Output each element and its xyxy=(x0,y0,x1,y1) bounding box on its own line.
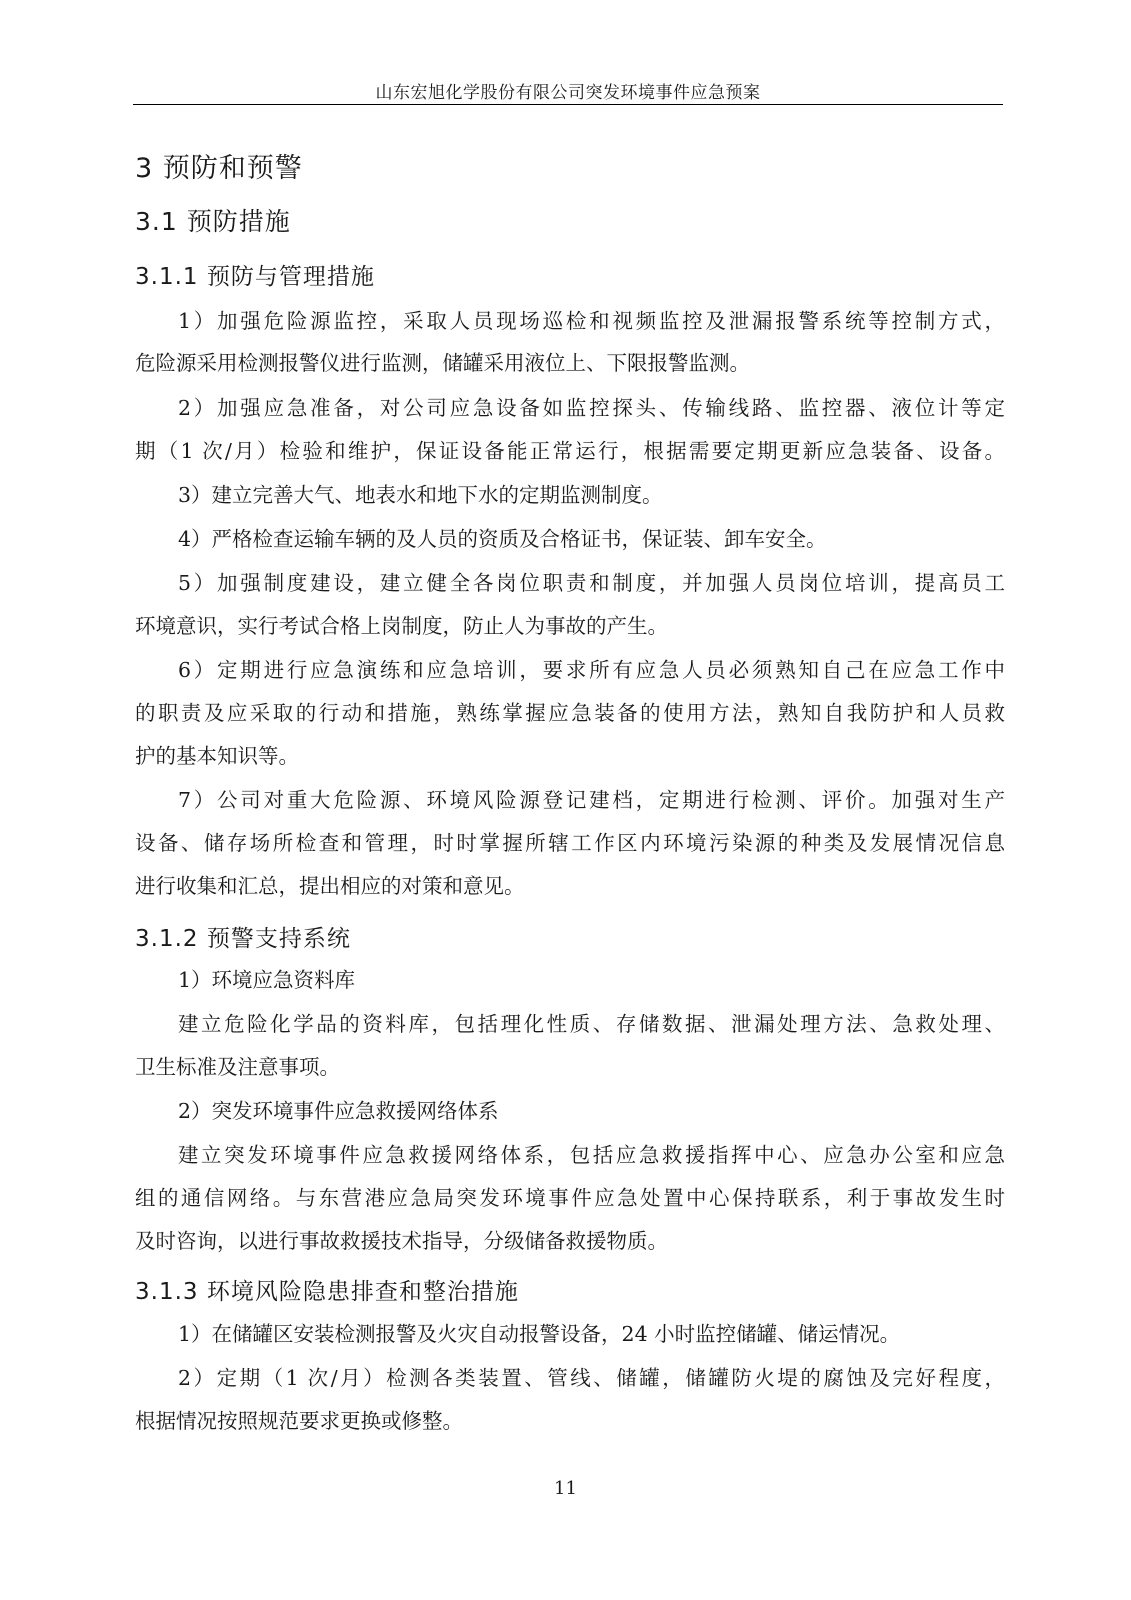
paragraph-line: 环境意识，实行考试合格上岗制度，防止人为事故的产生。 xyxy=(135,614,668,638)
paragraph-line: 根据情况按照规范要求更换或修整。 xyxy=(135,1409,463,1433)
paragraph-line: 1）在储罐区安装检测报警及火灾自动报警设备，24 小时监控储罐、储运情况。 xyxy=(178,1322,901,1346)
paragraph-line: 7）公司对重大危险源、环境风险源登记建档，定期进行检测、评价。加强对生产 xyxy=(178,788,1005,812)
paragraph-line: 6）定期进行应急演练和应急培训，要求所有应急人员必须熟知自己在应急工作中 xyxy=(178,658,1005,682)
paragraph-line: 5）加强制度建设，建立健全各岗位职责和制度，并加强人员岗位培训，提高员工 xyxy=(178,571,1005,595)
list-item-title: 1）环境应急资料库 xyxy=(178,968,356,992)
paragraph-line: 4）严格检查运输车辆的及人员的资质及合格证书，保证装、卸车安全。 xyxy=(178,527,827,551)
subsection-heading-3-1-2: 3.1.2 预警支持系统 xyxy=(135,926,351,952)
paragraph-line: 建立危险化学品的资料库，包括理化性质、存储数据、泄漏处理方法、急救处理、 xyxy=(178,1012,1005,1036)
paragraph-line: 卫生标准及注意事项。 xyxy=(135,1055,340,1079)
paragraph-line: 设备、储存场所检查和管理，时时掌握所辖工作区内环境污染源的种类及发展情况信息 xyxy=(135,831,1005,855)
paragraph-line: 2）加强应急准备，对公司应急设备如监控探头、传输线路、监控器、液位计等定 xyxy=(178,396,1005,420)
paragraph-line: 1）加强危险源监控，采取人员现场巡检和视频监控及泄漏报警系统等控制方式， xyxy=(178,309,1005,333)
paragraph-line: 的职责及应采取的行动和措施，熟练掌握应急装备的使用方法，熟知自我防护和人员救 xyxy=(135,701,1005,725)
paragraph-line: 3）建立完善大气、地表水和地下水的定期监测制度。 xyxy=(178,483,663,507)
subsection-heading-3-1-1: 3.1.1 预防与管理措施 xyxy=(135,264,375,290)
paragraph-line: 组的通信网络。与东营港应急局突发环境事件应急处置中心保持联系，利于事故发生时 xyxy=(135,1186,1005,1210)
paragraph-line: 2）定期（1 次/月）检测各类装置、管线、储罐，储罐防火堤的腐蚀及完好程度， xyxy=(178,1366,1005,1390)
paragraph-line: 进行收集和汇总，提出相应的对策和意见。 xyxy=(135,874,525,898)
paragraph-line: 及时咨询，以进行事故救援技术指导，分级储备救援物质。 xyxy=(135,1229,668,1253)
paragraph-line: 危险源采用检测报警仪进行监测，储罐采用液位上、下限报警监测。 xyxy=(135,351,750,375)
section-heading: 3.1 预防措施 xyxy=(135,207,291,236)
paragraph-line: 期（1 次/月）检验和维护，保证设备能正常运行，根据需要定期更新应急装备、设备。 xyxy=(135,439,1005,463)
header-divider xyxy=(133,104,1003,105)
list-item-title: 2）突发环境事件应急救援网络体系 xyxy=(178,1099,499,1123)
subsection-heading-3-1-3: 3.1.3 环境风险隐患排查和整治措施 xyxy=(135,1279,519,1305)
chapter-heading: 3 预防和预警 xyxy=(135,153,303,184)
page-header-title: 山东宏旭化学股份有限公司突发环境事件应急预案 xyxy=(375,83,761,103)
paragraph-line: 建立突发环境事件应急救援网络体系，包括应急救援指挥中心、应急办公室和应急 xyxy=(178,1143,1005,1167)
paragraph-line: 护的基本知识等。 xyxy=(135,744,299,768)
page-number: 11 xyxy=(554,1478,577,1499)
